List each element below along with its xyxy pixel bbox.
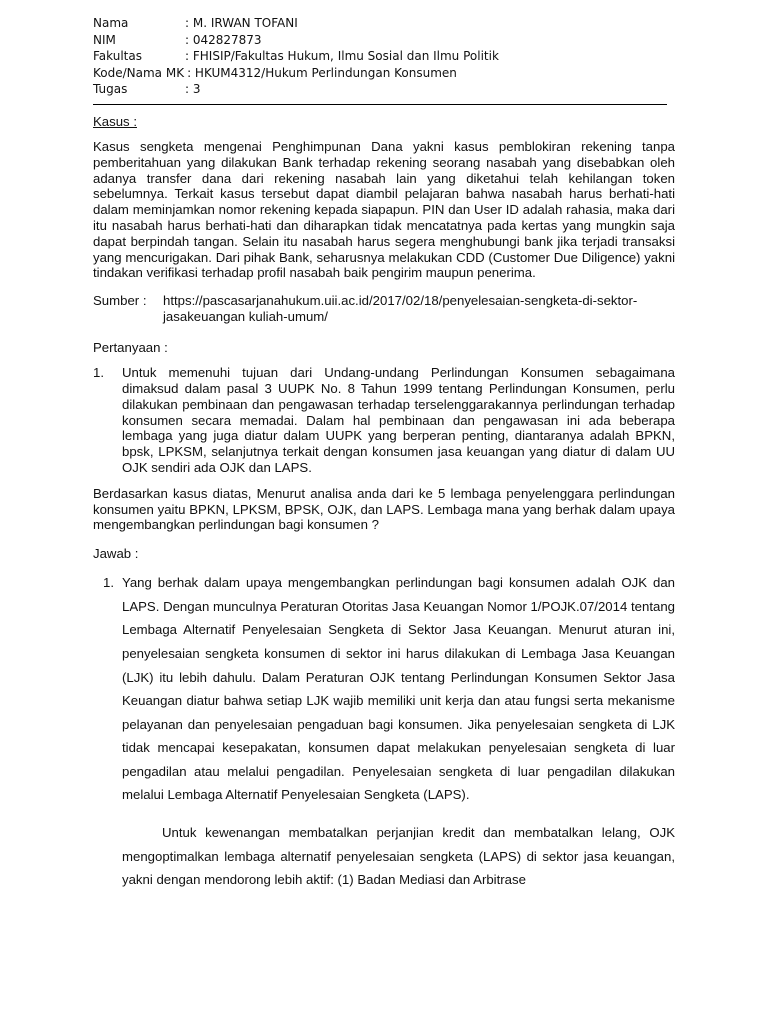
info-value: : HKUM4312/Hukum Perlindungan Konsumen bbox=[187, 65, 457, 80]
jawab-item-text: Yang berhak dalam upaya mengembangkan perlindungan bagi konsumen adalah OJK dan LAPS. Dengan munculnya Peraturan Otoritas Jasa Keuangan Nomor 1/POJK.07/2014 tentang Lembaga Alternatif Penyelesaian Sengketa di Sektor Jasa Keuangan. Menurut aturan ini, penyelesaian sengketa konsumen di sektor ini harus dilakukan di Lembaga Jasa Keuangan (LJK) itu lebih dahulu. Dalam Peraturan OJK tentang Perlindungan Konsumen Sektor Jasa Keuangan diatur bahwa setiap LJK wajib memiliki unit kerja dan atau fungsi serta mekanisme pelayanan dan penyelesaian pengaduan bagi konsumen. Jika penyelesaian sengketa di LJK tidak mencapai kesepakatan, konsumen dapat melakukan penyelesaian sengketa di luar pengadilan atau melalui pengadilan. Penyelesaian sengketa di luar pengadilan dilakukan melalui Lembaga Alternatif Penyelesaian Sengketa (LAPS). bbox=[122, 575, 675, 803]
pertanyaan-heading: Pertanyaan : bbox=[93, 340, 168, 356]
info-label: NIM bbox=[93, 32, 116, 47]
info-label: Tugas bbox=[93, 82, 128, 96]
pertanyaan-item bbox=[93, 365, 675, 476]
kasus-heading bbox=[93, 113, 675, 131]
header-divider bbox=[93, 104, 667, 105]
info-label: Nama bbox=[93, 16, 129, 30]
info-row-nama bbox=[93, 15, 668, 32]
sumber-url-line1: https://pascasarjanahukum.uii.ac.id/2017/02/18/penyelesaian-sengketa-di-sektor- bbox=[163, 293, 638, 309]
sumber-url bbox=[163, 293, 675, 325]
item-number: 1. bbox=[93, 365, 104, 381]
info-value: : M. IRWAN TOFANI bbox=[185, 16, 298, 30]
student-info bbox=[93, 15, 668, 98]
question-paragraph: Berdasarkan kasus diatas, Menurut analisa anda dari ke 5 lembaga penyelenggara perlindungan konsumen yaitu BPKN, LPKSM, BPSK, OJK, dan LAPS. Lembaga mana yang berhak dalam upaya mengembangkan perlindungan bagi konsumen ? bbox=[93, 485, 675, 533]
info-label: Kode/Nama MK bbox=[93, 65, 185, 80]
kasus-heading-text: Kasus : bbox=[93, 114, 137, 129]
jawab-paragraph-2: Untuk kewenangan membatalkan perjanjian kredit dan membatalkan lelang, OJK mengoptimalkan lembaga alternatif penyelesaian sengketa (LAPS) di sektor jasa keuangan, yakni dengan mendorong lebih aktif: (1) Badan Mediasi dan Arbitrase bbox=[122, 825, 675, 888]
item-number: 1. bbox=[103, 575, 114, 591]
info-row-kode bbox=[93, 65, 668, 82]
jawab-item bbox=[103, 571, 675, 807]
sumber-url-line2: jasakeuangan kuliah-umum/ bbox=[163, 309, 328, 325]
kasus-paragraph: Kasus sengketa mengenai Penghimpunan Dana yakni kasus pemblokiran rekening tanpa pemberitahuan yang dilakukan Bank terhadap rekening seorang nasabah yang disebabkan oleh adanya transfer dana dari rekening nasabah lain yang diketahui telah kehilangan token sebelumnya. Terkait kasus tersebut dapat diambil pelajaran bahwa nasabah harus berhati-hati dalam meminjamkan nomor rekening kepada siapapun. PIN dan User ID adalah rahasia, maka dari itu nasabah harus berhati-hati dan diharapkan tidak mencatatnya pada kertas yang mungkin saja dapat berpindah tangan. Selain itu nasabah harus segera menghubungi bank jika terjadi transaksi yang mencurigakan. Dari pihak Bank, seharusnya melakukan CDD (Customer Due Diligence) yakni tindakan verifikasi terhadap profil nasabah baik pengirim maupun penerima. bbox=[93, 139, 675, 281]
pertanyaan-item-text: Untuk memenuhi tujuan dari Undang-undang Perlindungan Konsumen sebagaimana dimaksud dalam pasal 3 UUPK No. 8 Tahun 1999 tentang Perlindungan Konsumen, perlu dilakukan pembinaan dan pengawasan terhadap terselenggarakannya perlindungan terhadap konsumen secara memadai. Dalam hal pembinaan dan pengawasan ini ada beberapa lembaga yang juga diatur dalam UUPK yang berperan penting, diantaranya adalah BPKN, bpsk, LPKSM, selanjutnya terkait dengan konsumen jasa keuangan yang diatur di dalam UU OJK sendiri ada OJK dan LAPS. bbox=[122, 365, 675, 475]
info-row-fakultas bbox=[93, 48, 668, 65]
sumber-reference bbox=[93, 293, 675, 325]
info-value: : 042827873 bbox=[185, 32, 262, 47]
sumber-label: Sumber : bbox=[93, 293, 147, 309]
jawab-heading: Jawab : bbox=[93, 546, 139, 562]
info-value: : FHISIP/Fakultas Hukum, Ilmu Sosial dan Ilmu Politik bbox=[185, 49, 499, 63]
info-row-nim bbox=[93, 32, 668, 49]
info-row-tugas bbox=[93, 81, 668, 98]
document-body bbox=[93, 113, 675, 905]
info-value: : 3 bbox=[185, 82, 201, 96]
info-label: Fakultas bbox=[93, 49, 142, 63]
